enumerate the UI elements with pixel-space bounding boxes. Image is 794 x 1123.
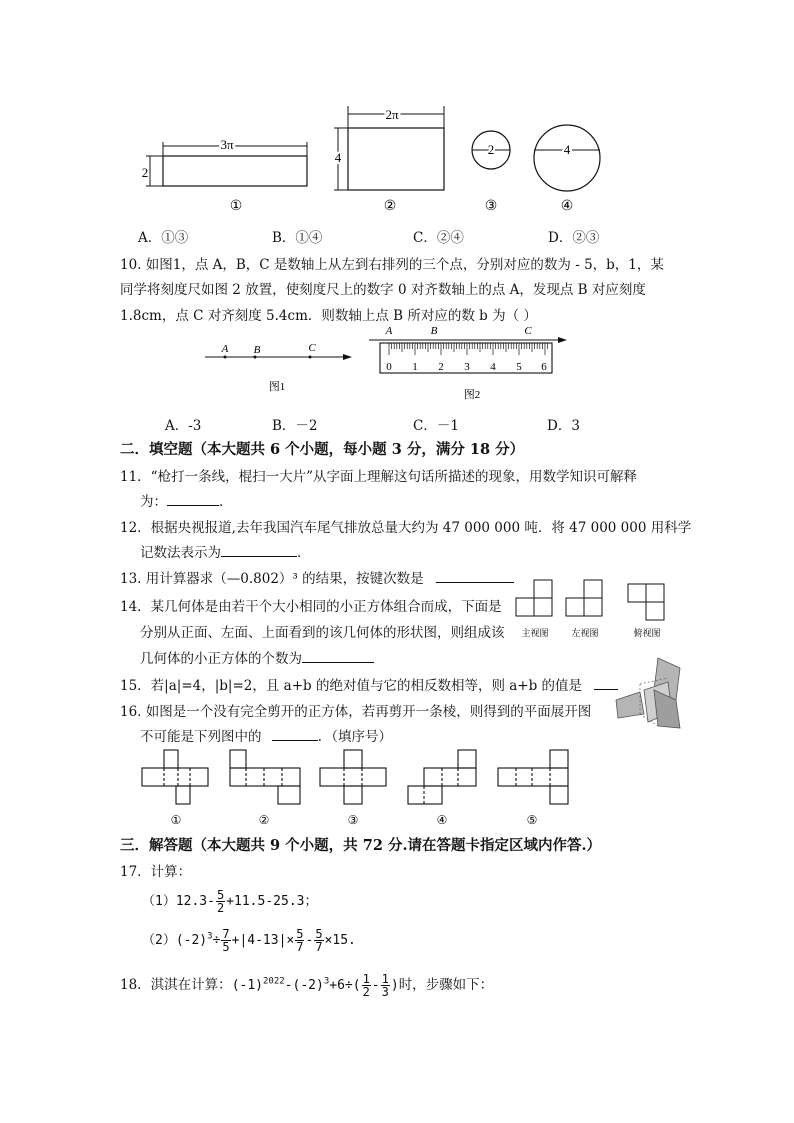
q17-p2-fraction-2: $\frac{5}{7}$: [296, 927, 304, 954]
q10-ruler-4: 4: [490, 361, 496, 373]
q10-fig2-label-b: B: [430, 325, 438, 337]
q9-label-4b: 4: [563, 142, 571, 157]
q10-line-2: 同学将刻度尺如图 2 放置，使刻度尺上的数字 0 对齐数轴上的点 A，发现点 B 对应刻度: [120, 282, 646, 298]
q16-caption-5: ⑤: [526, 813, 538, 827]
q13-line: 13. 用计算器求（—0.802）³ 的结果，按键次数是: [120, 567, 514, 587]
q14-line-2: 分别从正面、左面、上面看到的该几何体的形状图，则组成该: [140, 625, 505, 641]
q17-p2-fraction-3: $\frac{5}{7}$: [315, 927, 323, 954]
q16-cut-cube: [610, 656, 690, 736]
q10-option-d: D．3: [547, 418, 580, 434]
q10-ruler-5: 5: [516, 361, 522, 373]
q16-caption-4: ④: [436, 813, 448, 827]
q9-caption-4: ④: [560, 199, 574, 214]
q16-caption-2: ②: [258, 813, 270, 827]
q14-line-1: 14．某几何体是由若干个大小相同的小正方体组合而成，下面是: [120, 599, 502, 615]
q10-line-1: 10. 如图1，点 A，B，C 是数轴上从左到右排列的三个点，分别对应的数为 - 5，b，1，某: [120, 257, 664, 273]
q9-option-d: D．②③: [548, 230, 600, 246]
q10-fig1-label-b: B: [253, 344, 261, 356]
q9-caption-1: ①: [229, 199, 243, 214]
q14-answer-blank[interactable]: [302, 650, 374, 663]
q11-answer-blank[interactable]: [167, 493, 219, 506]
q17-part-2: $(2)(-2)^3\div$ $\frac{7}{5}$ +|4-13|× $\frac{5}{7}$ - $\frac{5}{7}$ ×15.: [142, 927, 356, 954]
q10-fig1-label-a: A: [221, 343, 229, 355]
q10-ruler-2: 2: [438, 361, 444, 373]
q9-caption-2: ②: [383, 199, 397, 214]
q12-line-2: 记数法表示为 ．: [140, 545, 311, 561]
q9-option-c: C．②④: [413, 230, 464, 246]
q18-fraction-1: $\frac{1}{2}$: [362, 972, 370, 999]
section-2-title: 二．填空题（本大题共 6 个小题，每小题 3 分，满分 18 分）: [120, 441, 525, 458]
q10-fig1-caption: 图1: [268, 381, 286, 393]
q9-figures: [130, 100, 630, 220]
q14-view-label-left: 左视图: [571, 628, 599, 638]
q13-answer-blank[interactable]: [436, 570, 514, 583]
q16-caption-1: ①: [170, 813, 182, 827]
q10-fig2-caption: 图2: [463, 389, 481, 401]
q9-label-4a: 4: [334, 150, 342, 165]
q9-option-b: B．①④: [272, 230, 323, 246]
q10-line-3: 1.8cm，点 C 对齐刻度 5.4cm．则数轴上点 B 所对应的数 b 为（ ）: [120, 308, 537, 324]
q14-line-3: 几何体的小正方体的个数为: [140, 647, 374, 667]
q12-answer-blank[interactable]: [221, 544, 297, 557]
q16-caption-3: ③: [347, 813, 359, 827]
q10-figure-1: [200, 336, 360, 396]
q14-top-view: [628, 584, 664, 620]
q9-option-a: A．①③: [138, 230, 189, 246]
q12-line-1: 12．根据央视报道,去年我国汽车尾气排放总量大约为 47 000 000 吨．将 47 000 000 用科学: [120, 520, 692, 536]
q9-label-2pi: 2π: [385, 107, 399, 122]
q14-view-label-top: 俯视图: [633, 628, 661, 638]
q14-front-view: [516, 580, 552, 616]
q10-option-c: C．－1: [413, 418, 459, 434]
q14-view-label-front: 主视图: [521, 628, 549, 638]
q10-ruler-3: 3: [464, 361, 470, 373]
q17-p1-fraction: $\frac{5}{2}$: [216, 888, 225, 915]
q11-line-2: 为： ．: [140, 494, 233, 510]
q16-net-2: [230, 750, 300, 804]
q10-figure-2: [365, 324, 575, 404]
q10-fig1-label-c: C: [308, 342, 316, 354]
q9-label-3pi: 3π: [220, 137, 234, 152]
q15-line: 15．若|a|=4，|b|=2，且 a+b 的绝对值与它的相反数相等，则 a+b 的值是: [120, 674, 618, 694]
q14-views: [512, 574, 672, 644]
q10-fig2-label-c: C: [524, 325, 532, 337]
q9-label-2b: 2: [487, 142, 495, 157]
q10-fig2-label-a: A: [385, 325, 393, 337]
q11-line-1: 11．“枪打一条线，棍扫一大片”从字面上理解这句话所描述的现象，用数学知识可解释: [120, 469, 637, 485]
q18-fraction-2: $\frac{1}{3}$: [381, 972, 389, 999]
q16-answer-blank[interactable]: [272, 728, 318, 741]
q16-net-5: [498, 750, 568, 804]
q9-rect-1: [163, 156, 307, 186]
q16-line-2: 不可能是下列图中的 ．（填序号）: [140, 729, 393, 745]
q10-option-a: A．-3: [165, 418, 202, 434]
q17-p2-fraction-1: $\frac{7}{5}$: [222, 927, 230, 954]
q10-option-b: B．－2: [272, 418, 318, 434]
q9-caption-3: ③: [484, 199, 498, 214]
q16-net-3: [320, 750, 386, 804]
q16-net-4: [408, 750, 476, 804]
q9-circle-large: [534, 125, 600, 191]
q14-left-view: [566, 580, 602, 616]
section-3-title: 三．解答题（本大题共 9 个小题，共 72 分.请在答题卡指定区域内作答.）: [120, 837, 602, 854]
q18-line: 18．淇淇在计算：$(-1)^{2022}-(-2)^3+6\div$( $\frac{1}{2}$ - $\frac{1}{3}$ )时，步骤如下：: [120, 972, 494, 999]
q9-rect-2: [348, 128, 444, 190]
q17-title: 17．计算：: [120, 864, 192, 880]
q10-ruler-0: 0: [386, 361, 392, 373]
q16-line-1: 16. 如图是一个没有完全剪开的正方体，若再剪开一条棱，则得到的平面展开图: [120, 704, 592, 720]
q10-ruler-6: 6: [541, 361, 547, 373]
q9-label-2a: 2: [141, 165, 149, 180]
q10-ruler-1: 1: [412, 361, 418, 373]
q16-net-1: [142, 750, 208, 804]
q17-part-1: （1）12.3- $\frac{5}{2}$ +11.5-25.3；: [142, 888, 318, 915]
q16-nets: [132, 748, 572, 828]
